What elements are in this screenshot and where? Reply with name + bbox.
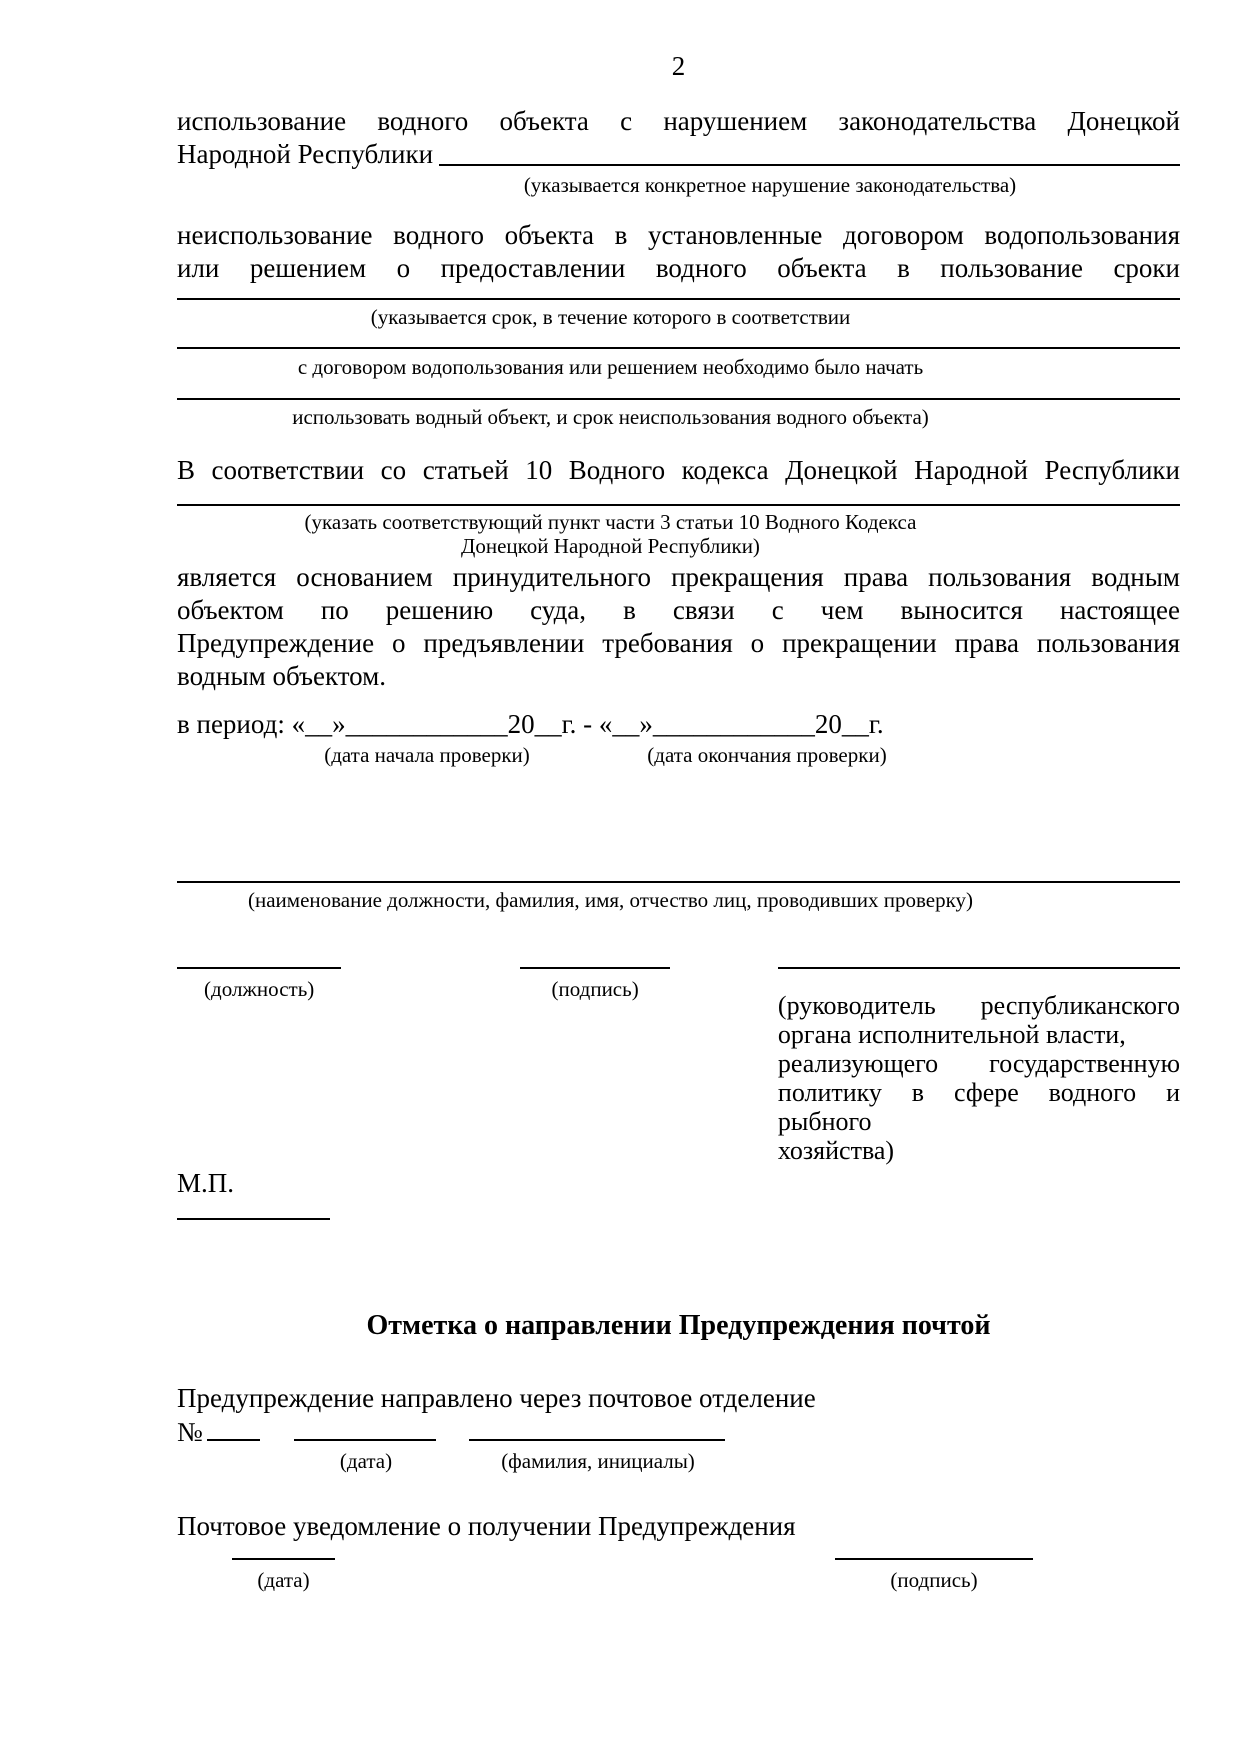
period-caption-start: (дата начала проверки) xyxy=(324,743,530,767)
receipt-date-column xyxy=(232,1558,335,1592)
term-caption-1: (указывается срок, в течение которого в соответствии xyxy=(370,305,851,329)
para4-line2: объектом по решению суда, в связи с чем выносится настоящее xyxy=(177,595,1180,625)
head-blank-line xyxy=(778,967,1180,969)
sign-label: (подпись) xyxy=(551,977,639,1001)
para2-line1: неиспользование водного объекта в установленные договором водопользования xyxy=(177,220,1180,250)
sign-blank-line xyxy=(520,967,670,969)
head-line1: (руководитель республиканского xyxy=(777,991,1180,1020)
number-sign: № xyxy=(177,1417,203,1447)
head-description xyxy=(778,991,1180,1165)
receipt-sign-label: (подпись) xyxy=(890,1568,978,1592)
violation-blank-line xyxy=(439,138,1180,166)
period-line: в период: «__»____________20__г. - «__»____________20__г. xyxy=(177,709,884,739)
head-column xyxy=(778,967,1180,1165)
para1-line2 xyxy=(177,138,1180,171)
stamp-mark: М.П. xyxy=(177,1168,235,1198)
para2-line2: или решением о предоставлении водного объекта в пользование сроки xyxy=(177,253,1180,283)
inspectors-blank-line xyxy=(177,881,1180,883)
mail-section-heading: Отметка о направлении Предупреждения почтой xyxy=(366,1310,991,1341)
position-column xyxy=(177,967,341,1001)
mail-name-label: (фамилия, инициалы) xyxy=(501,1449,695,1473)
receipt-sign-column xyxy=(835,1558,1033,1592)
page-content xyxy=(177,0,1180,1592)
term-caption-2: с договором водопользования или решением необходимо было начать xyxy=(297,355,924,379)
head-line4: политику в сфере водного и рыбного xyxy=(777,1078,1180,1136)
period-caption-end: (дата окончания проверки) xyxy=(647,743,887,767)
mail-number-row xyxy=(177,1415,1180,1449)
signature-block xyxy=(177,967,1180,1165)
position-label: (должность) xyxy=(204,977,315,1001)
mail-name-blank-line xyxy=(469,1415,725,1441)
receipt-date-blank-line xyxy=(232,1558,335,1560)
article-caption-2: Донецкой Народной Республики) xyxy=(461,534,760,558)
mail-sent-line: Предупреждение направлено через почтовое отделение xyxy=(177,1383,816,1413)
inspectors-caption: (наименование должности, фамилия, имя, отчество лиц, проводивших проверку) xyxy=(248,888,973,912)
page-number: 2 xyxy=(671,51,686,81)
term-blank-line-2 xyxy=(177,347,1180,349)
sign-column xyxy=(520,967,670,1001)
para1-caption: (указывается конкретное нарушение законодательства) xyxy=(523,173,1017,197)
para1-line1: использование водного объекта с нарушением законодательства Донецкой xyxy=(177,106,1180,136)
mail-date-label: (дата) xyxy=(339,1449,393,1473)
head-line2: органа исполнительной власти, xyxy=(777,1020,1126,1049)
receipt-sign-row xyxy=(177,1558,1180,1592)
stamp-blank-line xyxy=(177,1218,330,1220)
article-blank-line xyxy=(177,504,1180,506)
receipt-sign-blank-line xyxy=(835,1558,1033,1560)
position-blank-line xyxy=(177,967,341,969)
term-caption-3: использовать водный объект, и срок неиспользования водного объекта) xyxy=(292,405,929,429)
para4-line3: Предупреждение о предъявлении требования о прекращении права пользования xyxy=(177,628,1180,658)
mail-receipt-line: Почтовое уведомление о получении Предупреждения xyxy=(177,1511,796,1541)
article-caption-1: (указать соответствующий пункт части 3 статьи 10 Водного Кодекса xyxy=(304,510,917,534)
term-blank-line-1 xyxy=(177,298,1180,300)
head-line3: реализующего государственную xyxy=(777,1049,1180,1078)
mail-date-blank-line xyxy=(294,1415,436,1441)
para1-line2-text: Народной Республики xyxy=(177,139,434,169)
number-blank-line xyxy=(207,1415,260,1441)
para4-line4: водным объектом. xyxy=(177,661,386,691)
head-line5: хозяйства) xyxy=(777,1136,895,1165)
para4-line1: является основанием принудительного прекращения права пользования водным xyxy=(177,562,1180,592)
term-blank-line-3 xyxy=(177,398,1180,400)
para3-line1: В соответствии со статьей 10 Водного кодекса Донецкой Народной Республики xyxy=(177,455,1180,485)
receipt-date-label: (дата) xyxy=(257,1568,310,1592)
